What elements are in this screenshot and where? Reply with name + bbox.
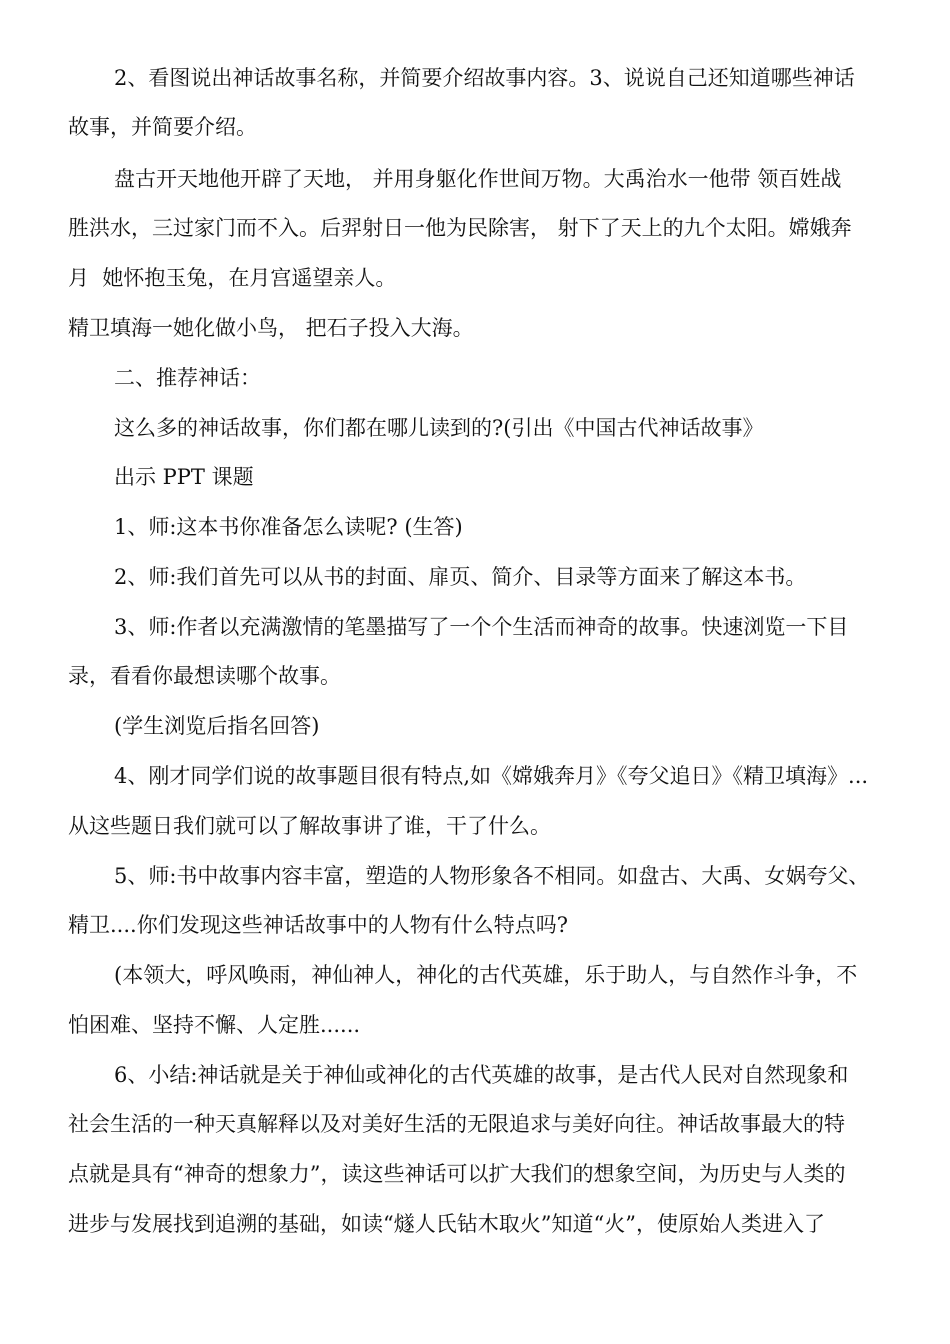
text-line: 5、师:书中故事内容丰富，塑造的人物形象各不相同。如盘古、大禹、女娲夸父、 [114, 864, 870, 888]
text-line: 社会生活的一种天真解释以及对美好生活的无限追求与美好向往。神话故事最大的特 [68, 1112, 845, 1136]
text-line: 怕困难、坚持不懈、人定胜...... [68, 1013, 361, 1037]
section-heading: 二、推荐神话： [114, 366, 261, 390]
text-line: 从这些题日我们就可以了解故事讲了谁，干了什么。 [68, 814, 551, 838]
text-line: 2、看图说出神话故事名称，并简要介绍故事内容。3、说说自己还知道哪些神话 [114, 66, 855, 90]
text-line: 6、小结:神话就是关于神仙或神化的古代英雄的故事，是古代人民对自然现象和 [114, 1063, 849, 1087]
text-line: 胜洪水，三过家门而不入。后羿射日一他为民除害， 射下了天上的九个太阳。嫦娥奔 [68, 216, 852, 240]
text-line: 进步与发展找到追溯的基础，如读“燧人氏钻木取火”知道“火”，使原始人类进入了 [68, 1212, 825, 1236]
text-line: (本领大，呼风唤雨，神仙神人，神化的古代英雄，乐于助人，与自然作斗争，不 [114, 963, 858, 987]
text-line: 精卫填海一她化做小鸟， 把石子投入大海。 [68, 316, 474, 340]
text-line: 录，看看你最想读哪个故事。 [68, 664, 341, 688]
text-line: 1、师:这本书你准备怎么读呢? (生答) [114, 515, 463, 539]
text-line: 月 她怀抱玉兔，在月宫遥望亲人。 [68, 266, 397, 290]
text-line: 3、师:作者以充满激情的笔墨描写了一个个生活而神奇的故事。快速浏览一下目 [114, 615, 849, 639]
text-line: 2、师:我们首先可以从书的封面、扉页、简介、目录等方面来了解这本书。 [114, 565, 807, 589]
text-line: 出示 PPT 课题 [114, 465, 254, 489]
text-line: 故事，并简要介绍。 [68, 115, 257, 139]
text-line: 点就是具有“神奇的想象力”，读这些神话可以扩大我们的想象空间，为历史与人类的 [68, 1162, 846, 1186]
text-line: 这么多的神话故事，你们都在哪儿读到的?(引出《中国古代神话故事》 [114, 416, 764, 440]
text-line: (学生浏览后指名回答) [114, 714, 320, 738]
text-line: 盘古开天地他开辟了天地， 并用身躯化作世间万物。大禹治水一他带 领百姓战 [114, 167, 842, 191]
text-line: 4、刚才同学们说的故事题目很有特点,如《嫦娥奔月》《夸父追日》《精卫填海》... [114, 764, 869, 788]
text-line: 精卫....你们发现这些神话故事中的人物有什么特点吗? [68, 913, 568, 937]
